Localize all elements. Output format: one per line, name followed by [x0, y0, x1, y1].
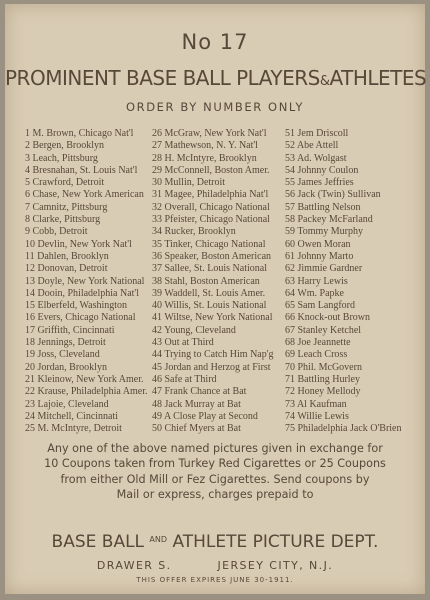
player-list-item: 72 Honey Mellody	[285, 386, 361, 398]
player-list-item: 67 Stanley Ketchel	[285, 324, 362, 336]
player-list-item: 53 Ad. Wolgast	[285, 152, 347, 164]
player-list-item: 43 Out at Third	[152, 337, 214, 349]
player-list-item: 15 Elberfeld, Washington	[25, 300, 128, 312]
player-list-item: 12 Donovan, Detroit	[25, 263, 108, 275]
player-list-item: 69 Leach Cross	[285, 349, 348, 361]
player-list-item: 55 James Jeffries	[285, 177, 354, 189]
player-list-item: 51 Jem Driscoll	[285, 128, 349, 139]
drawer-label: DRAWER S.	[96, 559, 172, 572]
player-list-item: 2 Bergen, Brooklyn	[25, 140, 104, 152]
player-list-item: 32 Overall, Chicago National	[152, 201, 270, 213]
player-list-item: 26 McGraw, New York Nat'l	[152, 128, 267, 139]
department-name	[5, 532, 425, 552]
player-list-item: 9 Cobb, Detroit	[25, 226, 88, 238]
player-list-item: 40 Willis, St. Louis National	[152, 300, 267, 312]
player-list-item: 39 Waddell, St. Louis Amer.	[152, 287, 266, 299]
player-list-item: 34 Rucker, Brooklyn	[152, 226, 236, 238]
player-list-item: 54 Johnny Coulon	[285, 164, 359, 176]
player-list-item: 65 Sam Langford	[285, 300, 355, 312]
player-list-item: 48 Jack Murray at Bat	[152, 398, 241, 410]
player-list-item: 45 Jordan and Herzog at First	[152, 361, 271, 373]
player-list-item: 56 Jack (Twin) Sullivan	[285, 189, 381, 201]
player-list-item: 57 Battling Nelson	[285, 201, 361, 213]
player-list-item: 75 Philadelphia Jack O'Brien	[285, 423, 402, 435]
player-column-2	[152, 128, 274, 435]
player-list-item: 16 Evers, Chicago National	[25, 312, 136, 324]
offer-expiry: THIS OFFER EXPIRES JUNE 30-1911.	[136, 576, 294, 584]
player-list-item: 5 Crawford, Detroit	[25, 177, 105, 189]
mailing-address	[5, 559, 425, 572]
player-list-item: 37 Sallee, St. Louis National	[152, 263, 267, 275]
offer-line: 10 Coupons taken from Turkey Red Cigarettes or 25 Coupons	[44, 457, 386, 471]
player-list-item: 4 Bresnahan, St. Louis Nat'l	[25, 164, 138, 176]
player-list-item: 66 Knock-out Brown	[285, 312, 370, 324]
player-list-item: 58 Packey McFarland	[285, 214, 373, 226]
player-list-item: 3 Leach, Pittsburg	[25, 152, 98, 164]
player-list-item: 68 Joe Jeannette	[285, 337, 351, 349]
player-list-item: 44 Trying to Catch Him Nap'g	[152, 349, 274, 361]
title-ampersand: &	[319, 74, 330, 89]
player-column-1	[25, 128, 147, 435]
order-instruction: ORDER BY NUMBER ONLY	[125, 100, 305, 114]
player-list-item: 73 Al Kaufman	[285, 398, 347, 410]
player-list-item: 17 Griffith, Cincinnati	[25, 324, 115, 336]
player-list-item: 52 Abe Attell	[285, 140, 339, 152]
dept-start: BASE BALL	[51, 532, 145, 552]
player-list-item: 64 Wm. Papke	[285, 287, 344, 299]
player-column-3	[285, 128, 402, 435]
card-number: No 17	[181, 30, 249, 54]
player-list-item: 50 Chief Myers at Bat	[152, 423, 241, 435]
player-list-item: 28 H. McIntyre, Brooklyn	[152, 152, 257, 164]
offer-text	[23, 441, 407, 503]
offer-line: Mail or express, charges prepaid to	[116, 488, 314, 502]
player-list-item: 11 Dahlen, Brooklyn	[25, 250, 109, 262]
player-list-item: 19 Joss, Cleveland	[25, 349, 100, 361]
player-list-item: 18 Jennings, Detroit	[25, 337, 106, 349]
player-list-item: 70 Phil. McGovern	[285, 361, 362, 373]
player-list-item: 59 Tommy Murphy	[285, 226, 364, 238]
player-list-item: 22 Krause, Philadelphia Amer.	[25, 386, 148, 398]
title-main: PROMINENT BASE BALL PLAYERS	[5, 66, 320, 90]
player-list-item: 41 Wiltse, New York National	[152, 312, 273, 324]
player-list-item: 38 Stahl, Boston American	[152, 275, 260, 287]
city-label: JERSEY CITY, N.J.	[217, 559, 334, 572]
player-list-item: 8 Clarke, Pittsburg	[25, 214, 101, 226]
player-list-item: 24 Mitchell, Cincinnati	[25, 410, 119, 422]
player-list-item: 31 Magee, Philadelphia Nat'l	[152, 189, 269, 201]
dept-and: AND	[149, 535, 168, 544]
player-list-item: 29 McConnell, Boston Amer.	[152, 164, 270, 176]
player-list-item: 1 M. Brown, Chicago Nat'l	[25, 128, 134, 139]
player-list-item: 25 M. McIntyre, Detroit	[25, 423, 122, 435]
player-list-item: 20 Jordan, Brooklyn	[25, 361, 107, 373]
offer-line: from either Old Mill or Fez Cigarettes. Send coupons by	[60, 472, 370, 486]
offer-line: Any one of the above named pictures given in exchange for	[47, 442, 383, 455]
title-end: ATHLETES	[329, 66, 427, 90]
player-list-item: 35 Tinker, Chicago National	[152, 238, 266, 250]
player-list-item: 21 Kleinow, New York Amer.	[25, 373, 144, 385]
player-list-item: 36 Speaker, Boston American	[152, 250, 272, 262]
player-list-item: 6 Chase, New York American	[25, 189, 144, 201]
player-list-item: 42 Young, Cleveland	[152, 324, 236, 336]
player-list-item: 63 Harry Lewis	[285, 275, 348, 287]
player-list-item: 13 Doyle, New York National	[25, 275, 145, 287]
dept-end: ATHLETE PICTURE DEPT.	[172, 532, 379, 552]
player-list-item: 60 Owen Moran	[285, 238, 351, 250]
player-list-item: 30 Mullin, Detroit	[152, 177, 226, 189]
player-list-item: 71 Battling Hurley	[285, 373, 360, 385]
player-list-item: 23 Lajoie, Cleveland	[25, 398, 109, 410]
player-list-item: 62 Jimmie Gardner	[285, 263, 363, 275]
player-list-item: 27 Mathewson, N. Y. Nat'l	[152, 140, 258, 152]
player-list-item: 61 Johnny Marto	[285, 250, 354, 262]
card-title	[5, 66, 425, 90]
player-list-item: 7 Camnitz, Pittsburg	[25, 201, 108, 213]
player-list-item: 49 A Close Play at Second	[152, 410, 258, 422]
player-list-item: 10 Devlin, New York Nat'l	[25, 238, 132, 250]
player-list-item: 14 Dooin, Philadelphia Nat'l	[25, 287, 140, 299]
player-list-item: 74 Willie Lewis	[285, 410, 349, 422]
player-list-item: 33 Pfeister, Chicago National	[152, 214, 270, 226]
checklist-card	[5, 4, 425, 594]
player-list-item: 46 Safe at Third	[152, 373, 217, 385]
player-list-item: 47 Frank Chance at Bat	[152, 386, 247, 398]
